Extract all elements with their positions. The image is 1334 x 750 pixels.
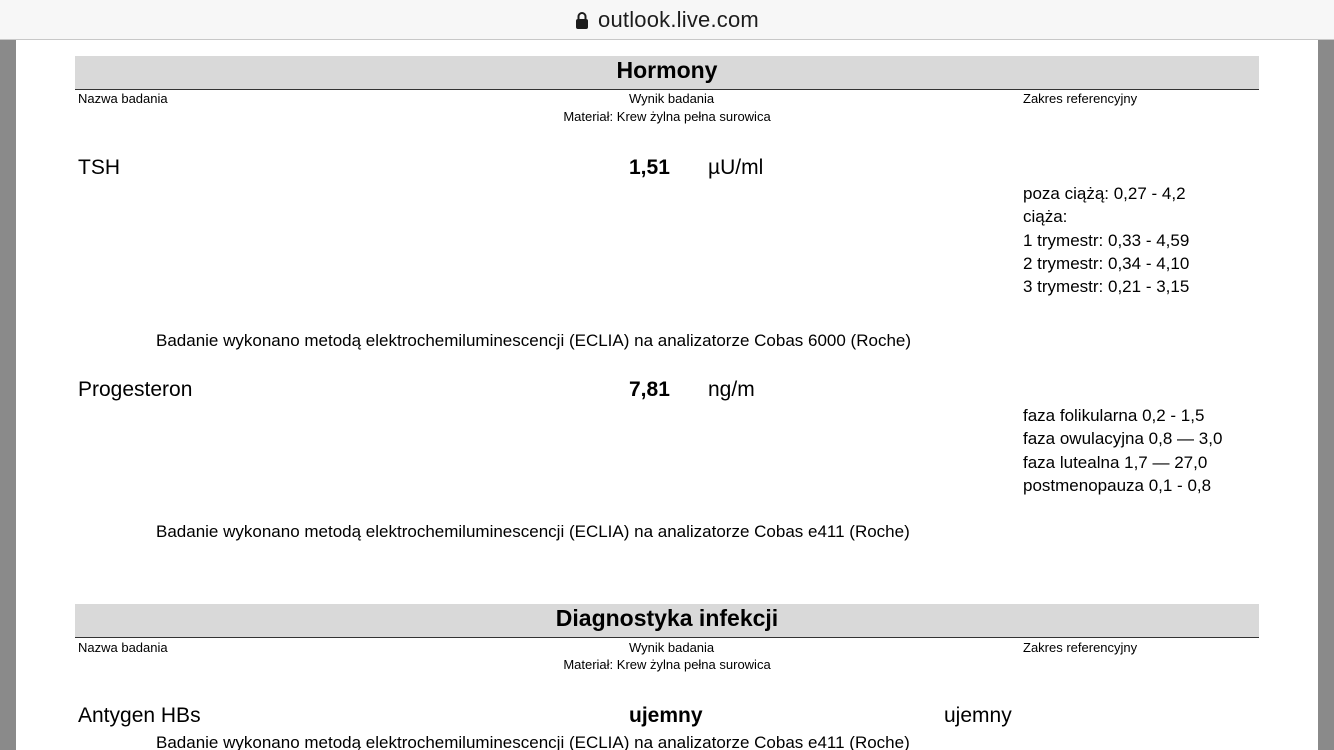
test-value: ujemny xyxy=(629,704,703,727)
url-display[interactable] xyxy=(0,0,1334,39)
column-header-result: Wynik badania xyxy=(629,640,715,655)
reference-line: postmenopauza 0,1 - 0,8 xyxy=(1023,475,1212,495)
test-unit: µU/ml xyxy=(708,156,764,179)
material-label: Materiał: Krew żylna pełna surowica xyxy=(563,657,771,672)
reference-inline: ujemny xyxy=(944,704,1012,727)
column-header-reference: Zakres referencyjny xyxy=(1023,91,1138,106)
test-value: 1,51 xyxy=(629,156,670,179)
test-name: Antygen HBs xyxy=(78,704,201,727)
column-header-reference: Zakres referencyjny xyxy=(1023,640,1138,655)
reference-line: 3 trymestr: 0,21 - 3,15 xyxy=(1023,277,1190,297)
test-name: TSH xyxy=(78,156,120,179)
lock-icon xyxy=(575,11,589,29)
method-note: Badanie wykonano metodą elektrochemiluminescencji (ECLIA) na analizatorze Cobas e411 (Roche) xyxy=(156,522,910,541)
reference-range xyxy=(1023,182,1189,298)
section-header-diagnostyka-infekcji xyxy=(75,604,1259,638)
method-note: Badanie wykonano metodą elektrochemiluminescencji (ECLIA) na analizatorze Cobas e411 (Roche) xyxy=(156,733,910,750)
url-text: outlook.live.com xyxy=(598,6,759,32)
material-label: Materiał: Krew żylna pełna surowica xyxy=(563,109,771,124)
test-unit: ng/m xyxy=(708,378,755,401)
method-note: Badanie wykonano metodą elektrochemiluminescencji (ECLIA) na analizatorze Cobas 6000 (Roche) xyxy=(156,331,912,350)
test-name: Progesteron xyxy=(78,378,193,401)
reference-line: 1 trymestr: 0,33 - 4,59 xyxy=(1023,230,1190,250)
reference-line: ciąża: xyxy=(1023,207,1068,227)
section-title: Hormony xyxy=(616,57,718,83)
test-value: 7,81 xyxy=(629,378,670,401)
section-title: Diagnostyka infekcji xyxy=(555,605,779,631)
reference-line: faza lutealna 1,7 — 27,0 xyxy=(1023,452,1208,472)
column-header-name: Nazwa badania xyxy=(78,91,168,106)
reference-line: faza folikularna 0,2 - 1,5 xyxy=(1023,406,1205,425)
reference-line: poza ciążą: 0,27 - 4,2 xyxy=(1023,184,1186,203)
column-header-result: Wynik badania xyxy=(629,91,715,106)
reference-line: faza owulacyjna 0,8 — 3,0 xyxy=(1023,429,1223,449)
section-header-hormony xyxy=(75,56,1259,90)
reference-line: 2 trymestr: 0,34 - 4,10 xyxy=(1023,253,1190,273)
column-header-name: Nazwa badania xyxy=(78,640,168,655)
reference-range xyxy=(1023,404,1222,497)
document-page xyxy=(16,40,1318,750)
